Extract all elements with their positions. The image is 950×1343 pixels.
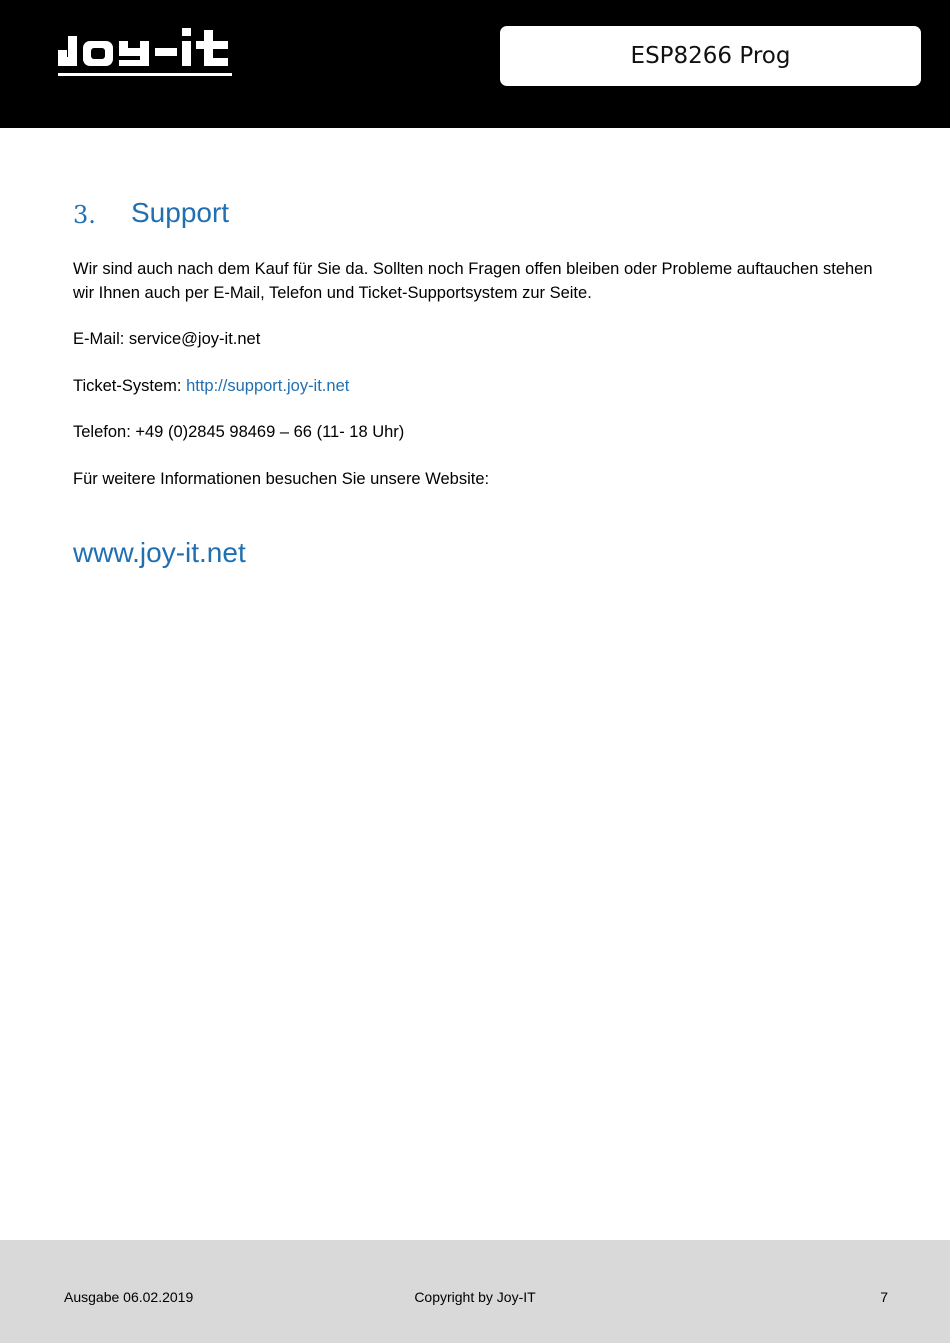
email-value: service@joy-it.net — [128, 330, 261, 348]
page-number: 7 — [880, 1289, 888, 1305]
section-title: Support — [131, 197, 230, 228]
document-title: ESP8266 Prog — [630, 43, 791, 69]
ticket-link[interactable]: http://support.joy-it.net — [186, 377, 350, 395]
copyright-text: Copyright by Joy-IT — [414, 1289, 536, 1305]
phone-line — [73, 423, 404, 442]
joy-it-logo-icon — [56, 24, 232, 84]
email-line — [73, 330, 260, 349]
page-footer — [0, 1240, 950, 1343]
phone-label: Telefon: — [73, 423, 136, 441]
joy-it-logo — [56, 24, 232, 84]
more-info-text: Für weitere Informationen besuchen Sie unsere Website: — [73, 470, 490, 488]
ticket-label: Ticket-System: — [73, 377, 187, 395]
edition-date: Ausgabe 06.02.2019 — [64, 1289, 194, 1305]
email-label: E-Mail: — [73, 330, 129, 348]
document-title-box — [500, 26, 921, 86]
page-header — [0, 0, 950, 128]
section-number: 3. — [73, 201, 96, 229]
website-link[interactable]: www.joy-it.net — [73, 537, 246, 568]
intro-paragraph: Wir sind auch nach dem Kauf für Sie da. Sollten noch Fragen offen bleiben oder Probleme auftauchen stehen wir Ihnen auch per E-Mail, Telefon und Ticket-Supportsystem zur Seite. — [73, 260, 873, 302]
ticket-line — [73, 377, 349, 396]
section-heading — [73, 197, 673, 237]
phone-value: +49 (0)2845 98469 – 66 (11- 18 Uhr) — [135, 423, 405, 441]
